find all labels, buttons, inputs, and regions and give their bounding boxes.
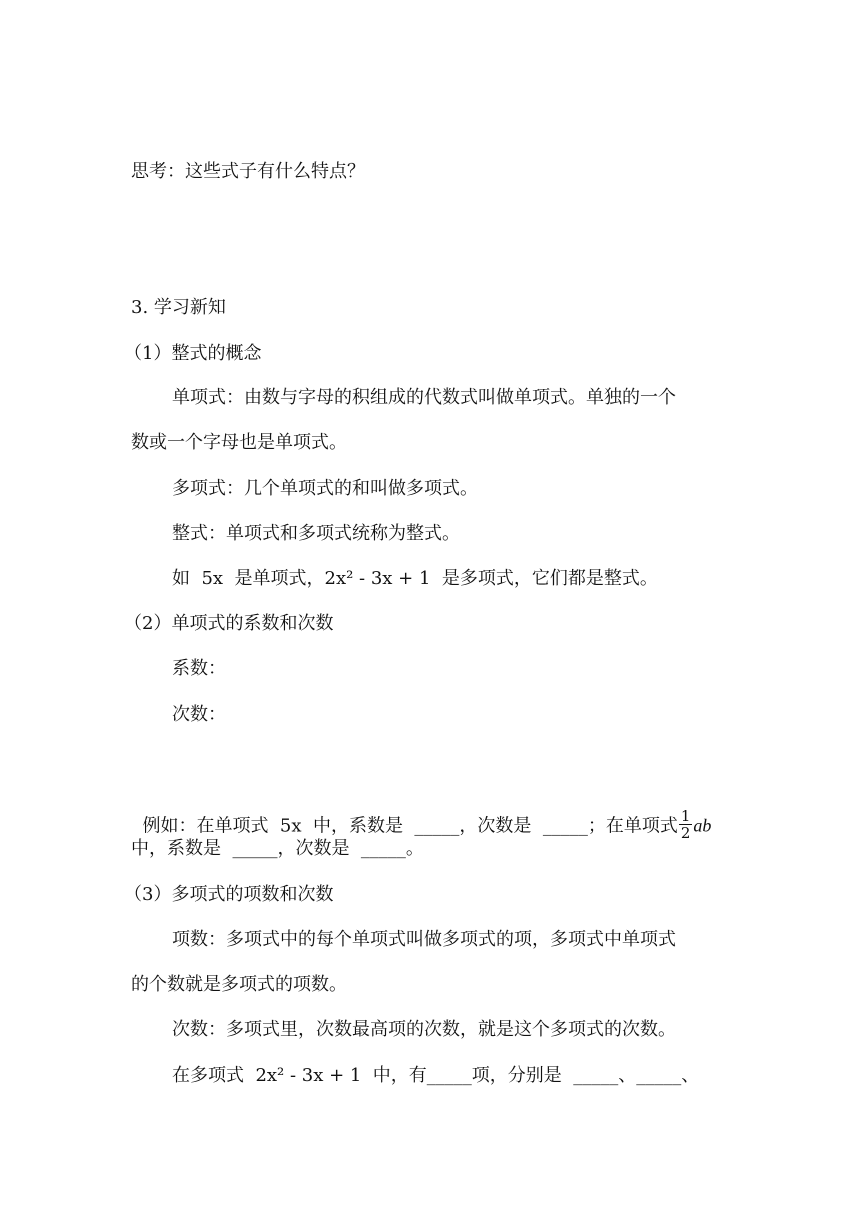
- think-prompt: 思考：这些式子有什么特点？: [131, 161, 365, 182]
- exercise-line: 在多项式 2x² - 3x + 1 中，有_____项，分别是 _____、_____、: [172, 1065, 700, 1086]
- subheading-2: （2）单项式的系数和次数: [124, 613, 334, 634]
- polynomial-definition: 多项式：几个单项式的和叫做多项式。: [172, 478, 478, 499]
- monomial-definition-line1: 单项式：由数与字母的积组成的代数式叫做单项式。单独的一个: [172, 387, 676, 408]
- subheading-3: （3）多项式的项数和次数: [124, 884, 334, 905]
- coefficient-label: 系数：: [172, 658, 226, 679]
- fraction-numerator: 1: [680, 807, 691, 825]
- monomial-definition-line2: 数或一个字母也是单项式。: [131, 432, 347, 453]
- subheading-1: （1）整式的概念: [124, 343, 262, 364]
- section-heading-3: 3. 学习新知: [131, 297, 226, 318]
- example-sentence: 如 5x 是单项式，2x² - 3x + 1 是多项式，它们都是整式。: [172, 568, 658, 589]
- variable-ab: ab: [693, 815, 712, 836]
- terms-definition-line1: 项数：多项式中的每个单项式叫做多项式的项，多项式中单项式: [172, 929, 676, 950]
- example2-text: 例如：在单项式 5x 中，系数是 _____，次数是 _____；在单项式: [142, 815, 678, 837]
- degree-label: 次数：: [172, 704, 226, 725]
- terms-definition-line2: 的个数就是多项式的项数。: [131, 974, 347, 995]
- fraction-denominator: 2: [680, 824, 691, 842]
- example2-line2: 中，系数是 _____，次数是 _____。: [131, 838, 424, 859]
- integral-expression-definition: 整式：单项式和多项式统称为整式。: [172, 523, 460, 544]
- fraction-one-half: [679, 808, 693, 841]
- polynomial-degree-definition: 次数：多项式里，次数最高项的次数，就是这个多项式的次数。: [172, 1019, 676, 1040]
- example2-line1: [131, 786, 711, 843]
